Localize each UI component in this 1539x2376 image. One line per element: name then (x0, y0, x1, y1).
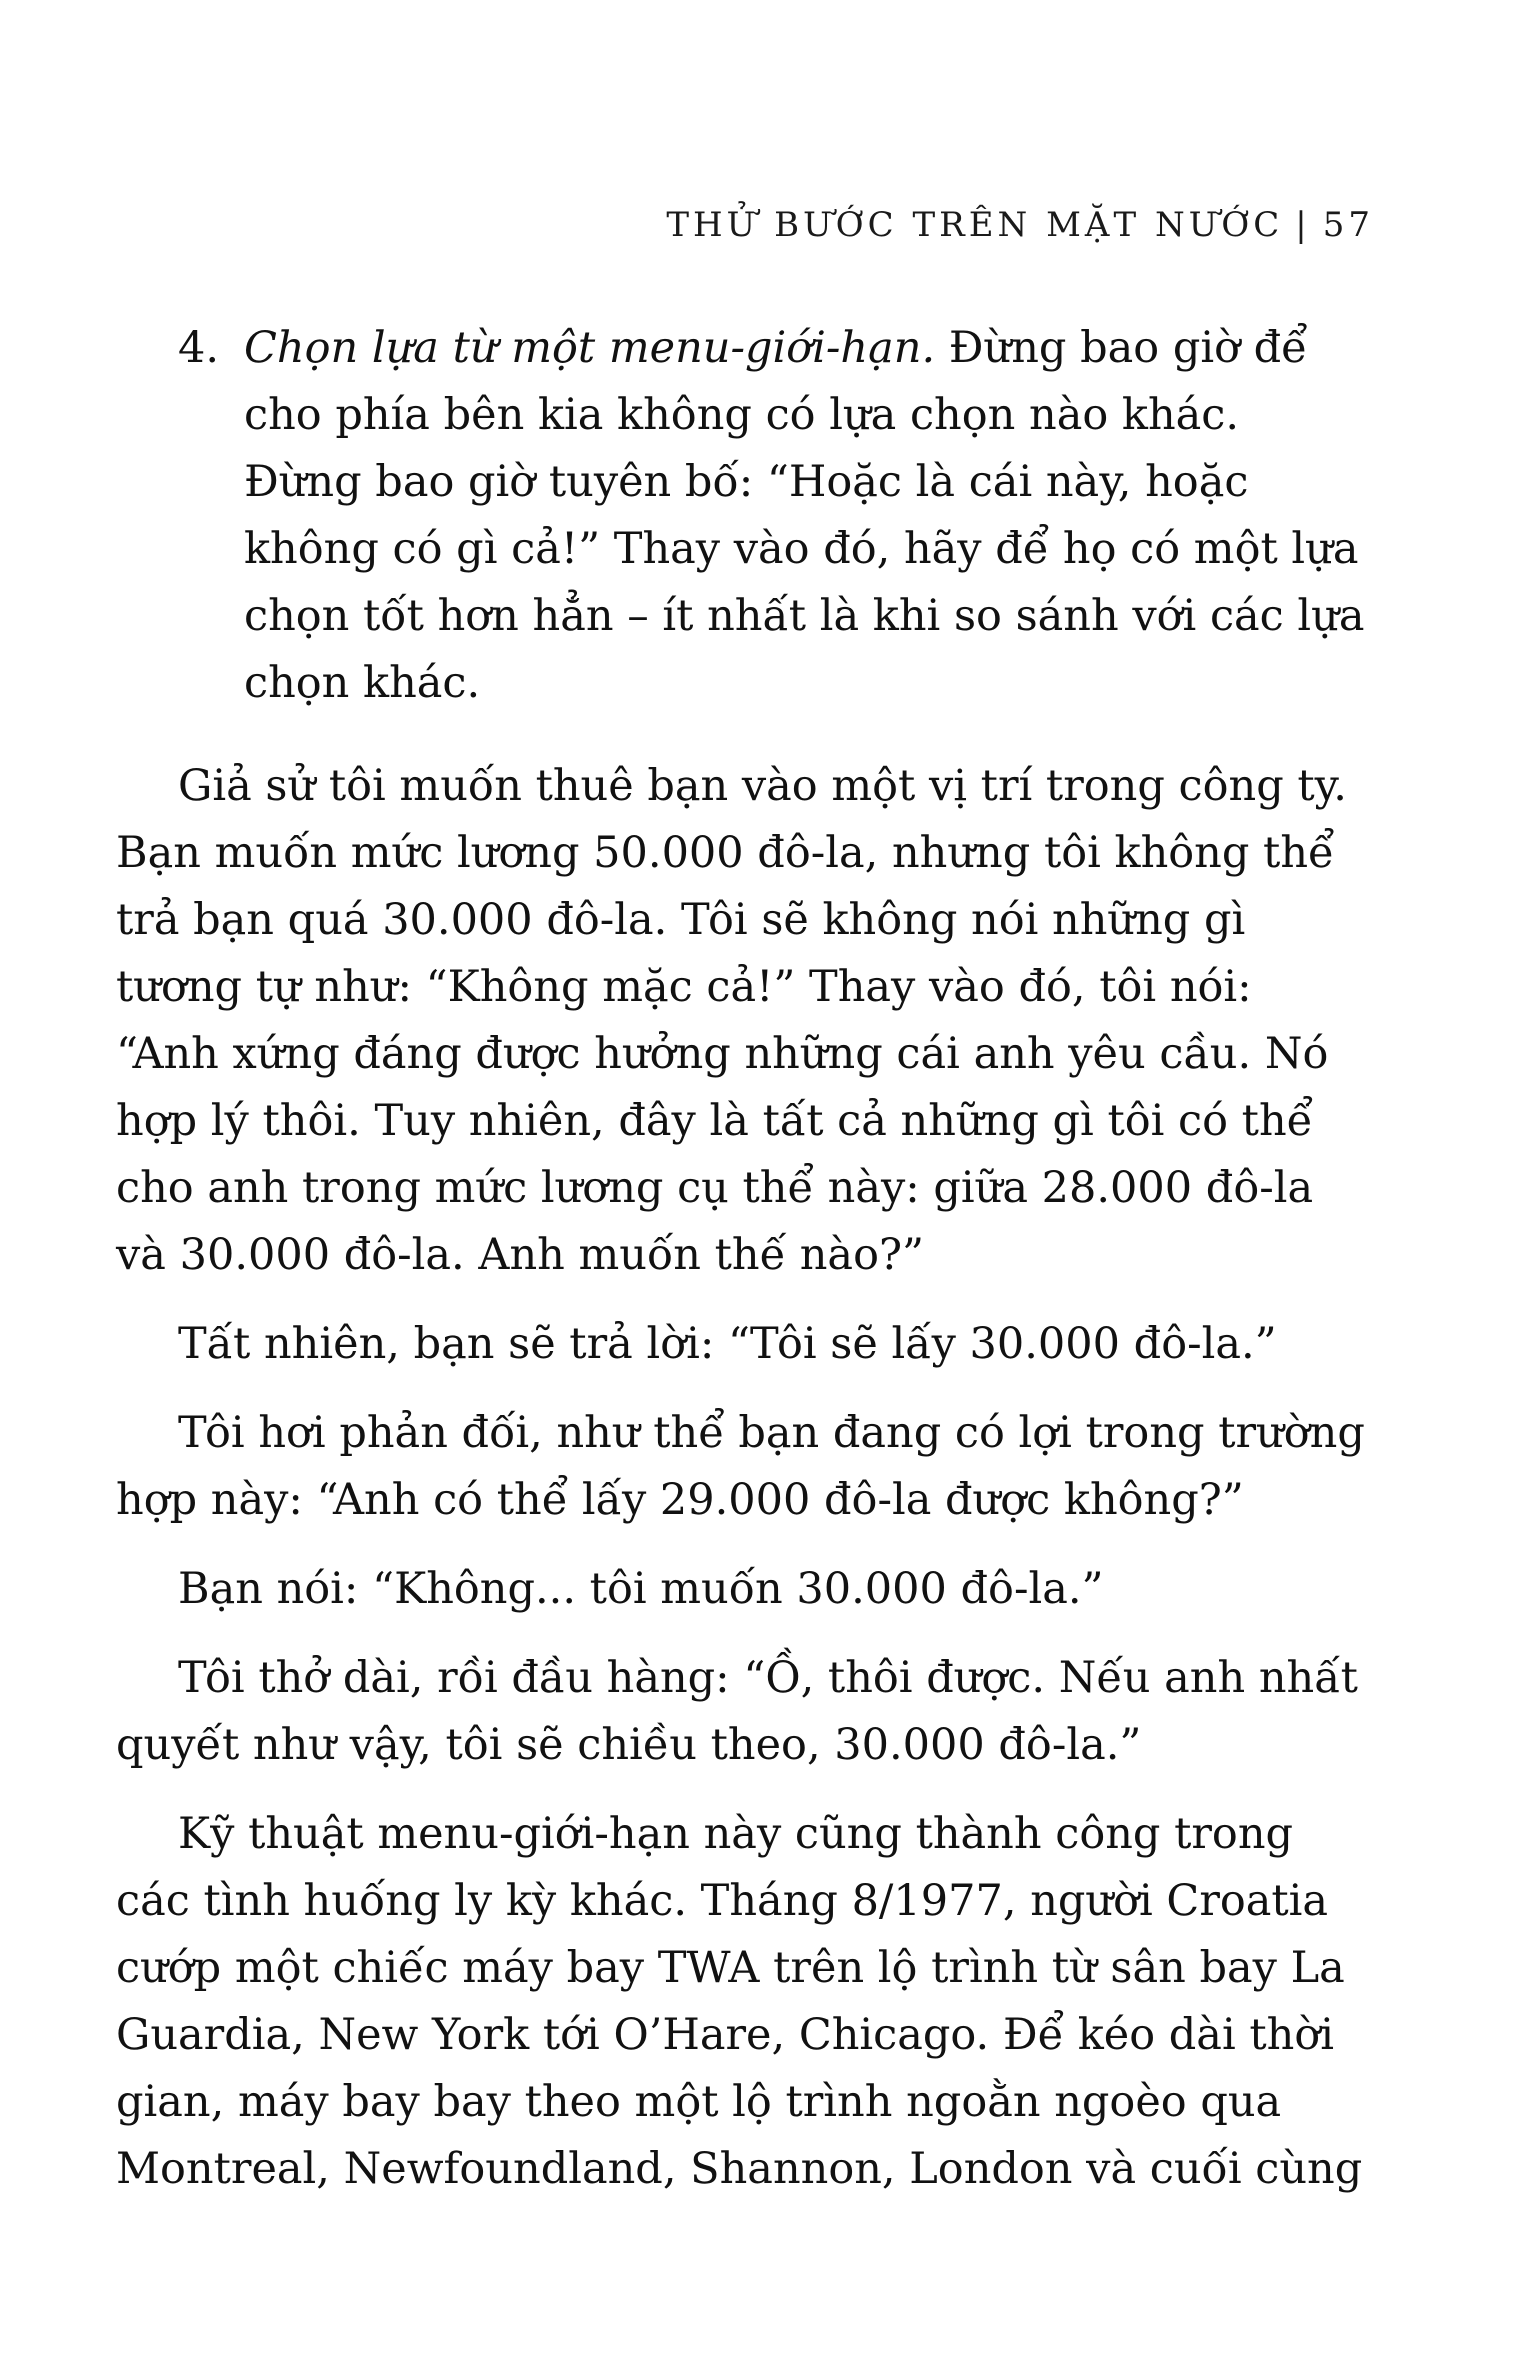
list-item-lead: Chọn lựa từ một menu-giới-hạn. (244, 323, 936, 373)
paragraph-hiring-example: Giả sử tôi muốn thuê bạn vào một vị trí trong công ty. Bạn muốn mức lương 50.000 đô-la, nhưng tôi không thể trả bạn quá 30.000 đô-la. Tôi sẽ không nói những gì tương tự như: “Không mặc cả!” Thay vào đó, tôi nói: “Anh xứng đáng được hưởng những cái anh yêu cầu. Nó hợp lý thôi. Tuy nhiên, đây là tất cả những gì tôi có thể cho anh trong mức lương cụ thể này: giữa 28.000 đô-la và 30.000 đô-la. Anh muốn thế nào?” (116, 761, 1347, 1280)
paragraph-reply: Tất nhiên, bạn sẽ trả lời: “Tôi sẽ lấy 30.000 đô-la.” (178, 1319, 1277, 1369)
header-separator: | (1295, 205, 1311, 245)
paragraph-concede: Tôi thở dài, rồi đầu hàng: “Ồ, thôi được. Nếu anh nhất quyết như vậy, tôi sẽ chiều theo, 30.000 đô-la.” (116, 1653, 1358, 1770)
list-item-body: Đừng bao giờ để cho phía bên kia không có lựa chọn nào khác. Đừng bao giờ tuyên bố: “Hoặc là cái này, hoặc không có gì cả!” Thay vào đó, hãy để họ có một lựa chọn tốt hơn hẳn – ít nhất là khi so sánh với các lựa chọn khác. (244, 323, 1365, 708)
numbered-list-item (116, 315, 1366, 717)
paragraph-insist: Bạn nói: “Không... tôi muốn 30.000 đô-la.” (178, 1564, 1104, 1614)
page-number: 57 (1322, 205, 1374, 245)
body-text (116, 315, 1366, 2225)
running-title: THỬ BƯỚC TRÊN MẶT NƯỚC (666, 205, 1284, 245)
list-item-number: 4. (178, 323, 220, 373)
running-header (666, 205, 1374, 245)
paragraph-hijack: Kỹ thuật menu-giới-hạn này cũng thành công trong các tình huống ly kỳ khác. Tháng 8/1977, người Croatia cướp một chiếc máy bay TWA trên lộ trình từ sân bay La Guardia, New York tới O’Hare, Chicago. Để kéo dài thời gian, máy bay bay theo một lộ trình ngoằn ngoèo qua Montreal, Newfoundland, Shannon, London và cuối cùng (116, 1809, 1363, 2194)
paragraph-counter: Tôi hơi phản đối, như thể bạn đang có lợi trong trường hợp này: “Anh có thể lấy 29.000 đô-la được không?” (116, 1408, 1365, 1525)
